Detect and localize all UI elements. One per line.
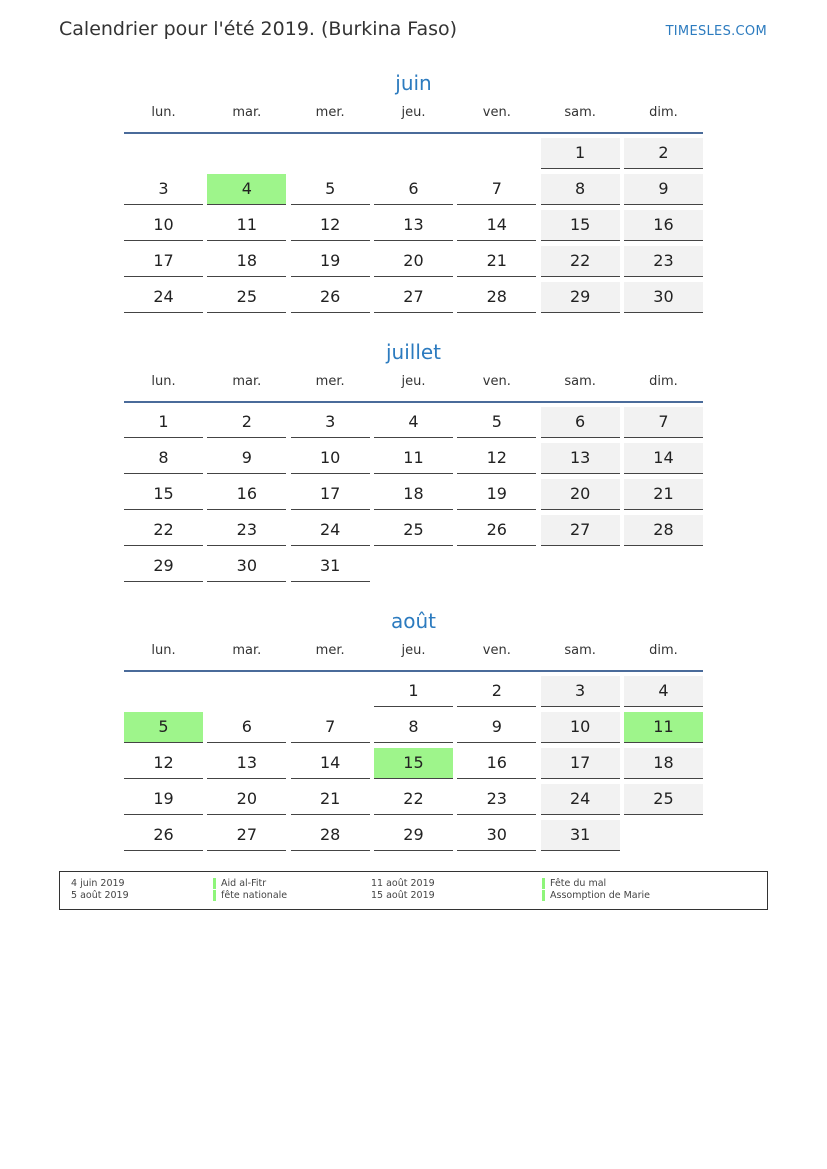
legend-holiday [542,878,606,890]
day-cell[interactable]: 28 [291,820,370,851]
legend-holiday [542,890,650,902]
weekday-label: jeu. [401,374,426,389]
legend-holiday-name: Aid al-Fitr [221,878,267,889]
day-cell[interactable]: 26 [124,820,203,851]
weekday-label: sam. [564,374,596,389]
empty-day-cell [541,551,620,581]
day-cell[interactable]: 11 [374,443,453,474]
day-cell[interactable]: 18 [624,748,703,779]
legend-date: 15 août 2019 [371,890,435,901]
day-cell[interactable]: 13 [207,748,286,779]
legend-date: 11 août 2019 [371,878,435,889]
day-cell[interactable]: 12 [124,748,203,779]
empty-day-cell [291,138,370,168]
day-cell[interactable]: 23 [207,515,286,546]
header-divider [124,132,703,134]
day-cell[interactable]: 18 [207,246,286,277]
week-row [124,210,703,246]
day-cell[interactable]: 15 [374,748,453,779]
day-cell[interactable]: 24 [291,515,370,546]
weekday-label: lun. [151,105,176,120]
day-cell[interactable]: 8 [124,443,203,474]
day-cell[interactable]: 2 [624,138,703,169]
day-cell[interactable]: 12 [457,443,536,474]
legend-holiday-name: Assomption de Marie [550,890,651,901]
month-name: juillet [385,340,442,364]
empty-day-cell [374,551,453,581]
week-row [124,407,703,443]
weekday-label: mar. [232,643,262,658]
day-cell[interactable]: 5 [457,407,536,438]
weekday-label: dim. [649,374,678,389]
empty-day-cell [624,551,703,581]
weekday-label: mer. [315,105,345,120]
day-cell[interactable]: 22 [541,246,620,277]
day-cell[interactable]: 30 [624,282,703,313]
day-cell[interactable]: 10 [124,210,203,241]
day-cell[interactable]: 25 [624,784,703,815]
day-cell[interactable]: 3 [124,174,203,205]
day-cell[interactable]: 26 [291,282,370,313]
day-cell[interactable]: 1 [374,676,453,707]
day-cell[interactable]: 13 [541,443,620,474]
day-cell[interactable]: 31 [291,551,370,582]
weekday-label: mar. [232,105,262,120]
day-cell[interactable]: 6 [207,712,286,743]
empty-day-cell [124,676,203,706]
month-calendar [124,606,703,856]
legend-holiday [213,890,287,902]
empty-day-cell [207,676,286,706]
day-cell[interactable]: 2 [457,676,536,707]
legend-color-marker [542,878,545,889]
week-row [124,246,703,282]
day-cell[interactable]: 9 [457,712,536,743]
day-cell[interactable]: 27 [207,820,286,851]
day-cell[interactable]: 27 [374,282,453,313]
weekday-label: mar. [232,374,262,389]
day-cell[interactable]: 21 [291,784,370,815]
day-cell[interactable]: 16 [207,479,286,510]
day-cell[interactable]: 6 [541,407,620,438]
day-cell[interactable]: 3 [291,407,370,438]
week-row [124,784,703,820]
legend-date: 4 juin 2019 [71,878,125,889]
weekday-header [124,373,703,401]
day-cell[interactable]: 9 [624,174,703,205]
day-grid [124,138,703,318]
day-cell[interactable]: 7 [624,407,703,438]
day-cell[interactable]: 15 [541,210,620,241]
day-cell[interactable]: 29 [374,820,453,851]
day-cell[interactable]: 8 [374,712,453,743]
day-cell[interactable]: 10 [291,443,370,474]
day-cell[interactable]: 29 [124,551,203,582]
weekday-label: lun. [151,374,176,389]
day-cell[interactable]: 8 [541,174,620,205]
weekday-label: ven. [482,105,511,120]
day-cell[interactable]: 21 [624,479,703,510]
day-cell[interactable]: 31 [541,820,620,851]
day-cell[interactable]: 2 [207,407,286,438]
month-name: août [390,609,436,633]
week-row [124,712,703,748]
day-cell[interactable]: 24 [124,282,203,313]
day-cell[interactable]: 19 [124,784,203,815]
day-cell[interactable]: 22 [374,784,453,815]
day-cell[interactable]: 20 [207,784,286,815]
day-cell[interactable]: 4 [374,407,453,438]
empty-day-cell [457,138,536,168]
month-calendar [124,68,703,318]
empty-day-cell [124,138,203,168]
week-row [124,443,703,479]
day-cell[interactable]: 19 [291,246,370,277]
day-cell[interactable]: 20 [374,246,453,277]
weekday-label: sam. [564,643,596,658]
day-cell[interactable]: 28 [457,282,536,313]
week-row [124,282,703,318]
page-title: Calendrier pour l'été 2019. (Burkina Faso) [59,18,458,40]
day-cell[interactable]: 1 [124,407,203,438]
weekday-label: ven. [482,374,511,389]
weekday-label: mer. [315,643,345,658]
weekday-header [124,642,703,670]
empty-day-cell [207,138,286,168]
legend-date: 5 août 2019 [71,890,129,901]
day-cell[interactable]: 4 [624,676,703,707]
day-cell[interactable]: 17 [124,246,203,277]
day-cell[interactable]: 15 [124,479,203,510]
month-name: juin [395,71,432,95]
day-cell[interactable]: 14 [291,748,370,779]
day-cell[interactable]: 16 [457,748,536,779]
legend-color-marker [213,890,216,901]
day-cell[interactable]: 19 [457,479,536,510]
day-cell[interactable]: 18 [374,479,453,510]
week-row [124,138,703,174]
empty-day-cell [624,820,703,850]
brand-link[interactable]: TIMESLES.COM [665,24,767,39]
day-cell[interactable]: 14 [457,210,536,241]
day-cell[interactable]: 5 [291,174,370,205]
day-cell[interactable]: 17 [291,479,370,510]
day-cell[interactable]: 27 [541,515,620,546]
weekday-label: jeu. [401,643,426,658]
legend-color-marker [213,878,216,889]
day-cell[interactable]: 29 [541,282,620,313]
day-cell[interactable]: 16 [624,210,703,241]
day-cell[interactable]: 9 [207,443,286,474]
day-grid [124,676,703,856]
day-cell[interactable]: 4 [207,174,286,205]
empty-day-cell [457,551,536,581]
week-row [124,479,703,515]
day-cell[interactable]: 21 [457,246,536,277]
holiday-legend [59,871,768,910]
day-cell[interactable]: 22 [124,515,203,546]
legend-holiday-name: fête nationale [221,890,288,901]
weekday-label: sam. [564,105,596,120]
weekday-label: mer. [315,374,345,389]
legend-holiday-name: Fête du mal [550,878,607,889]
empty-day-cell [374,138,453,168]
weekday-label: ven. [482,643,511,658]
legend-holiday [213,878,266,890]
week-row [124,676,703,712]
day-cell[interactable]: 25 [374,515,453,546]
day-cell[interactable]: 30 [457,820,536,851]
day-cell[interactable]: 1 [541,138,620,169]
empty-day-cell [291,676,370,706]
week-row [124,515,703,551]
week-row [124,748,703,784]
day-cell[interactable]: 30 [207,551,286,582]
day-cell[interactable]: 10 [541,712,620,743]
weekday-header [124,104,703,132]
weekday-label: dim. [649,105,678,120]
header-divider [124,670,703,672]
day-cell[interactable]: 13 [374,210,453,241]
weekday-label: jeu. [401,105,426,120]
day-cell[interactable]: 7 [291,712,370,743]
day-cell[interactable]: 11 [207,210,286,241]
day-cell[interactable]: 14 [624,443,703,474]
day-cell[interactable]: 3 [541,676,620,707]
day-grid [124,407,703,587]
day-cell[interactable]: 23 [624,246,703,277]
day-cell[interactable]: 24 [541,784,620,815]
weekday-label: dim. [649,643,678,658]
day-cell[interactable]: 17 [541,748,620,779]
day-cell[interactable]: 7 [457,174,536,205]
day-cell[interactable]: 12 [291,210,370,241]
week-row [124,551,703,587]
day-cell[interactable]: 25 [207,282,286,313]
month-calendar [124,337,703,587]
legend-color-marker [542,890,545,901]
week-row [124,174,703,210]
day-cell[interactable]: 23 [457,784,536,815]
day-cell[interactable]: 5 [124,712,203,743]
day-cell[interactable]: 20 [541,479,620,510]
day-cell[interactable]: 26 [457,515,536,546]
day-cell[interactable]: 11 [624,712,703,743]
day-cell[interactable]: 6 [374,174,453,205]
day-cell[interactable]: 28 [624,515,703,546]
weekday-label: lun. [151,643,176,658]
week-row [124,820,703,856]
header-divider [124,401,703,403]
